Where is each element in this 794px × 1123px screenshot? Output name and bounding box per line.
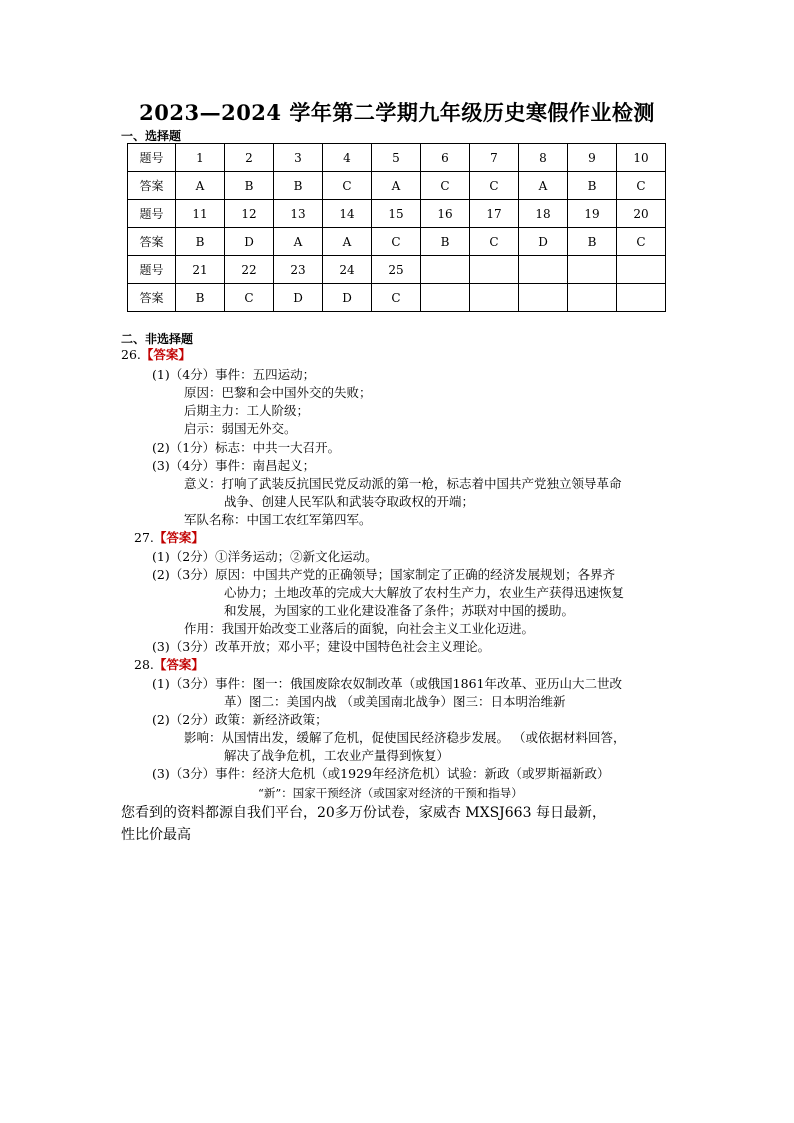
table-cell: 11 — [176, 200, 225, 228]
table-cell: 6 — [421, 144, 470, 172]
q26-line-5: (2)（1分）标志：中共一大召开。 — [152, 440, 341, 455]
table-cell: A — [372, 172, 421, 200]
answer-table — [127, 143, 666, 312]
q28-number: 28. — [134, 657, 154, 672]
page-title: 2023—2024 学年第二学期九年级历史寒假作业检测 — [139, 100, 655, 125]
table-cell: 21 — [176, 256, 225, 284]
table-cell: B — [225, 172, 274, 200]
table-cell: C — [470, 172, 519, 200]
table-cell: B — [176, 284, 225, 312]
table-cell: 5 — [372, 144, 421, 172]
table-row — [128, 144, 666, 172]
q27-line-3: 心协力；土地改革的完成大大解放了农村生产力，农业生产获得迅速恢复 — [224, 585, 625, 600]
footer-line-2: 性比价最高 — [121, 827, 191, 843]
q28-answer-tag: 【答案】 — [153, 657, 204, 672]
q26-number: 26. — [121, 347, 141, 362]
q26-line-2: 原因：巴黎和会中国外交的失败； — [184, 385, 372, 400]
table-cell: B — [421, 228, 470, 256]
table-cell: 24 — [323, 256, 372, 284]
table-cell: 17 — [470, 200, 519, 228]
row-label: 题号 — [128, 200, 176, 228]
section1-heading: 一、选择题 — [121, 129, 182, 143]
table-cell — [470, 256, 519, 284]
q27-number: 27. — [134, 530, 154, 545]
table-cell: 1 — [176, 144, 225, 172]
row-label: 答案 — [128, 228, 176, 256]
q27-line-2: (2)（3分）原因：中国共产党的正确领导；国家制定了正确的经济发展规划；各界齐 — [152, 567, 616, 582]
q27-line-4: 和发展，为国家的工业化建设准备了条件；苏联对中国的援助。 — [224, 603, 575, 618]
table-cell: D — [323, 284, 372, 312]
table-cell: 18 — [519, 200, 568, 228]
q27-line-6: (3)（3分）改革开放；邓小平；建设中国特色社会主义理论。 — [152, 639, 491, 654]
q26-line-6: (3)（4分）事件：南昌起义； — [152, 458, 316, 473]
table-cell: B — [274, 172, 323, 200]
table-cell: 25 — [372, 256, 421, 284]
table-row — [128, 256, 666, 284]
q28-line-2: 革）图二：美国内战 （或美国南北战争）图三：日本明治维新 — [224, 694, 566, 709]
table-cell: 20 — [617, 200, 666, 228]
q26-header — [121, 346, 191, 364]
table-cell: 15 — [372, 200, 421, 228]
table-cell: 23 — [274, 256, 323, 284]
q28-line-6: (3)（3分）事件：经济大危机（或1929年经济危机）试验：新政（或罗斯福新政） — [152, 766, 610, 781]
table-cell: 13 — [274, 200, 323, 228]
table-cell: 12 — [225, 200, 274, 228]
table-cell: D — [274, 284, 323, 312]
q27-header — [134, 529, 204, 547]
table-cell — [617, 284, 666, 312]
row-label: 答案 — [128, 172, 176, 200]
row-label: 题号 — [128, 256, 176, 284]
table-row — [128, 284, 666, 312]
table-cell: C — [421, 172, 470, 200]
table-cell: B — [568, 172, 617, 200]
table-cell — [568, 284, 617, 312]
table-row — [128, 228, 666, 256]
q26-line-7: 意义：打响了武装反抗国民党反动派的第一枪，标志着中国共产党独立领导革命 — [184, 476, 622, 491]
q28-line-4: 影响：从国情出发，缓解了危机，促使国民经济稳步发展。 （或依据材料回答， — [184, 730, 626, 745]
table-cell: 16 — [421, 200, 470, 228]
row-label: 答案 — [128, 284, 176, 312]
table-cell: A — [519, 172, 568, 200]
table-cell — [470, 284, 519, 312]
table-cell — [617, 256, 666, 284]
q26-line-9: 军队名称：中国工农红军第四军。 — [184, 512, 372, 527]
table-cell: 4 — [323, 144, 372, 172]
table-cell: C — [372, 284, 421, 312]
table-cell: C — [225, 284, 274, 312]
q28-line-5: 解决了战争危机，工农业产量得到恢复） — [224, 748, 450, 763]
row-label: 题号 — [128, 144, 176, 172]
q27-answer-tag: 【答案】 — [153, 530, 204, 545]
q26-line-3: 后期主力：工人阶级； — [184, 403, 310, 418]
table-cell — [421, 256, 470, 284]
table-cell — [568, 256, 617, 284]
table-cell: 22 — [225, 256, 274, 284]
table-cell: C — [617, 228, 666, 256]
table-cell: B — [176, 228, 225, 256]
table-cell: 9 — [568, 144, 617, 172]
table-cell: 2 — [225, 144, 274, 172]
table-cell: 3 — [274, 144, 323, 172]
q27-line-1: (1)（2分）①洋务运动；②新文化运动。 — [152, 549, 378, 564]
table-cell: D — [519, 228, 568, 256]
section2-heading: 二、非选择题 — [121, 332, 194, 346]
table-cell: 7 — [470, 144, 519, 172]
table-row — [128, 172, 666, 200]
table-cell: A — [274, 228, 323, 256]
table-row — [128, 200, 666, 228]
table-cell: 8 — [519, 144, 568, 172]
table-cell: C — [470, 228, 519, 256]
table-cell: 19 — [568, 200, 617, 228]
q26-answer-tag: 【答案】 — [140, 347, 191, 362]
footer-line-1: 您看到的资料都源自我们平台，20多万份试卷，家威杏 MXSJ663 每日最新， — [121, 805, 606, 821]
table-cell: C — [617, 172, 666, 200]
table-cell: C — [323, 172, 372, 200]
q28-line-7: “新”：国家干预经济（或国家对经济的干预和指导） — [258, 786, 523, 800]
q27-line-5: 作用：我国开始改变工业落后的面貌，向社会主义工业化迈进。 — [184, 621, 535, 636]
q28-header — [134, 656, 204, 674]
table-cell — [519, 284, 568, 312]
table-cell — [421, 284, 470, 312]
q28-line-3: (2)（2分）政策：新经济政策； — [152, 712, 328, 727]
table-cell: B — [568, 228, 617, 256]
table-cell: C — [372, 228, 421, 256]
q26-line-1: (1)（4分）事件：五四运动； — [152, 367, 316, 382]
table-cell: D — [225, 228, 274, 256]
table-cell: A — [176, 172, 225, 200]
q26-line-8: 战争、创建人民军队和武装夺取政权的开端； — [224, 494, 475, 509]
table-cell: A — [323, 228, 372, 256]
q28-line-1: (1)（3分）事件：图一：俄国废除农奴制改革（或俄国1861年改革、亚历山大二世改 — [152, 676, 622, 691]
table-cell: 10 — [617, 144, 666, 172]
table-cell: 14 — [323, 200, 372, 228]
q26-line-4: 启示：弱国无外交。 — [184, 421, 297, 436]
table-cell — [519, 256, 568, 284]
